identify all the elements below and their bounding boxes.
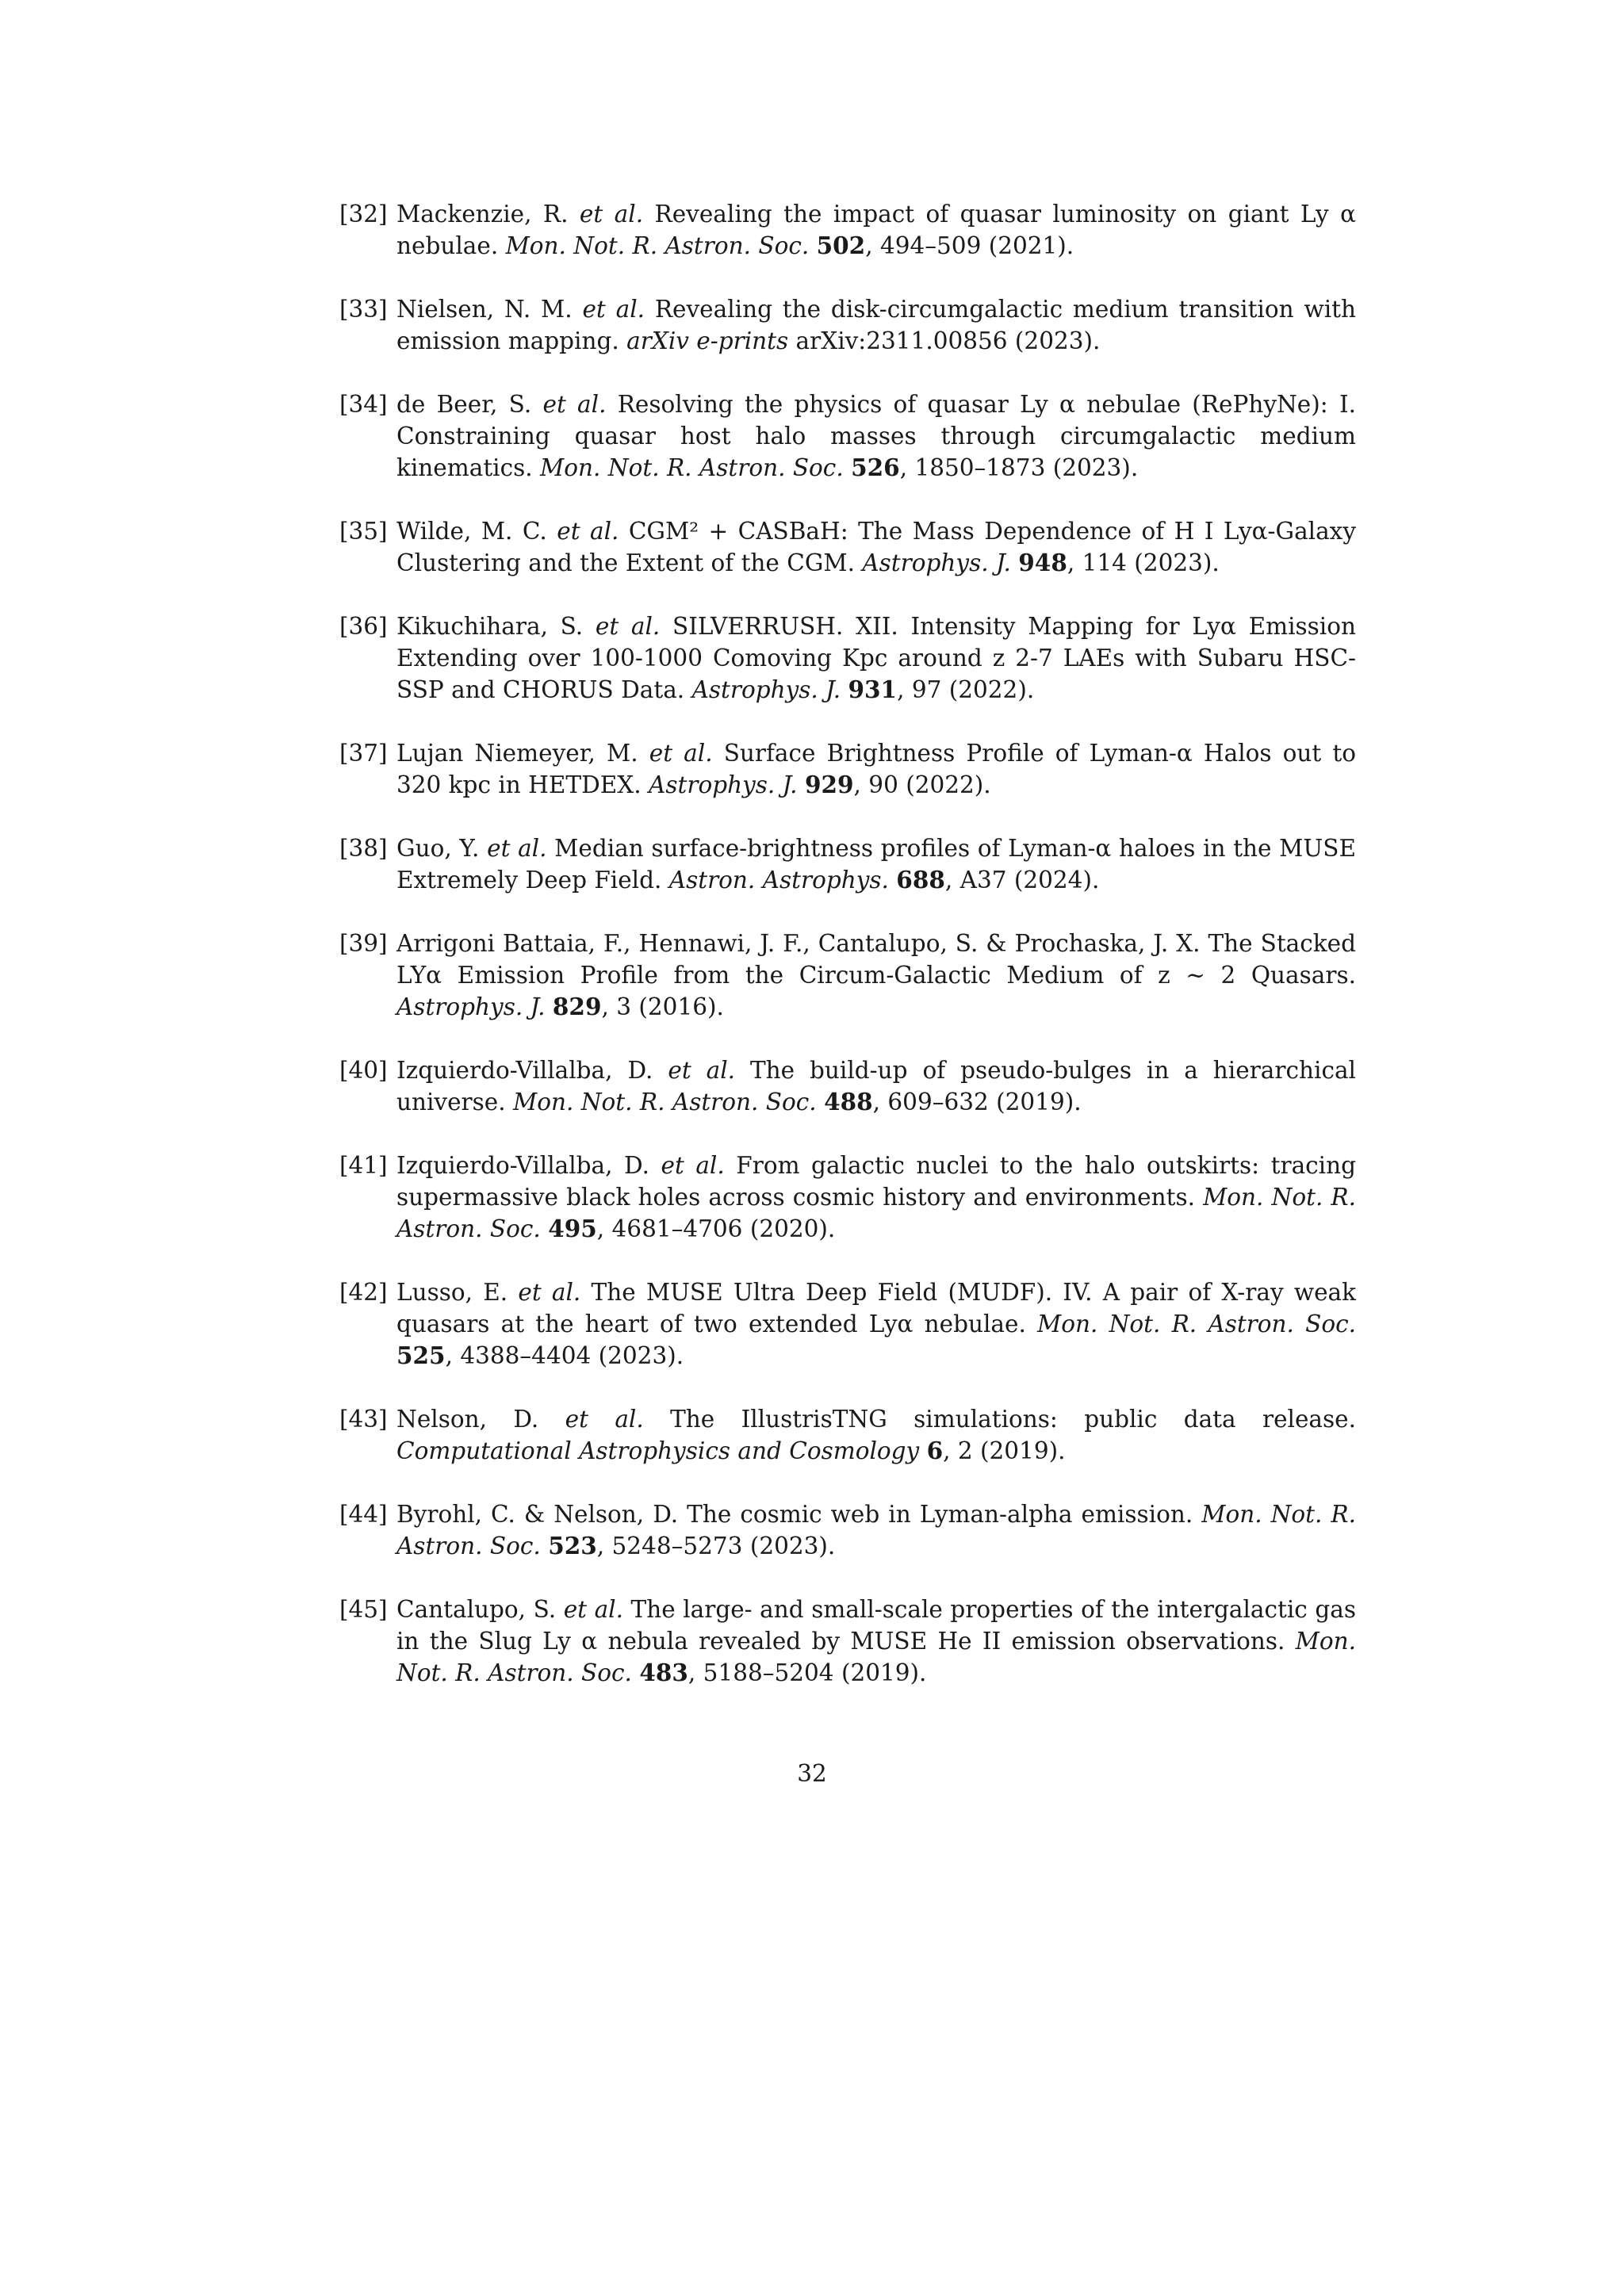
reference-number: [35]	[339, 518, 388, 545]
reference-text-segment: , 3 (2016).	[601, 993, 724, 1020]
reference-text-segment: The build-up of pseudo-bulges in a hierarchical universe.	[396, 1057, 1356, 1115]
reference-text-segment: , A37 (2024).	[944, 867, 1100, 894]
reference-text	[396, 1596, 1356, 1686]
reference-item	[339, 928, 1356, 1023]
reference-number: [38]	[339, 835, 388, 862]
reference-text-segment: de Beer, S.	[396, 391, 543, 418]
reference-text-segment: arXiv:2311.00856 (2023).	[788, 327, 1101, 354]
reference-text-segment: Revealing the impact of quasar luminosity on giant Ly α nebulae.	[396, 201, 1356, 259]
reference-text-segment	[798, 771, 805, 798]
reference-item	[339, 737, 1356, 801]
reference-item	[339, 1403, 1356, 1467]
reference-text-segment: The IllustrisTNG simulations: public data release.	[643, 1406, 1356, 1433]
reference-italic-segment: et al.	[565, 1406, 644, 1433]
reference-italic-segment: et al.	[487, 835, 547, 862]
reference-volume: 502	[816, 232, 866, 259]
reference-text-segment: Izquierdo-Villalba, D.	[396, 1057, 668, 1084]
reference-text-segment	[844, 454, 851, 481]
reference-text-segment: Wilde, M. C.	[396, 518, 557, 545]
reference-text-segment: Cantalupo, S.	[396, 1596, 564, 1623]
reference-italic-segment: Astrophys. J.	[691, 676, 841, 703]
reference-text-segment	[541, 1215, 548, 1242]
reference-text-segment: , 1850–1873 (2023).	[899, 454, 1139, 481]
reference-text	[396, 1057, 1356, 1115]
reference-text-segment: Resolving the physics of quasar Ly α nebulae (RePhyNe): I. Constraining quasar host halo masses through circumgalactic medium kinematics.	[396, 391, 1356, 481]
reference-text	[396, 613, 1356, 703]
reference-italic-segment: et al.	[579, 201, 644, 228]
reference-volume: 525	[396, 1341, 446, 1369]
reference-text-segment: , 5248–5273 (2023).	[596, 1533, 836, 1559]
reference-item	[339, 610, 1356, 706]
reference-text-segment: Surface Brightness Profile of Lyman-α Halos out to 320 kpc in HETDEX.	[396, 740, 1356, 798]
reference-italic-segment: et al.	[557, 518, 619, 545]
reference-italic-segment: Computational Astrophysics and Cosmology	[396, 1437, 920, 1464]
reference-text	[396, 518, 1356, 576]
reference-text-segment	[1011, 549, 1018, 576]
reference-item	[339, 1276, 1356, 1372]
reference-number: [40]	[339, 1057, 388, 1084]
reference-text-segment: From galactic nuclei to the halo outskirts: tracing supermassive black holes across cosmic history and environments.	[396, 1152, 1356, 1211]
reference-text-segment: Byrohl, C. & Nelson, D. The cosmic web in Lyman-alpha emission.	[396, 1501, 1202, 1528]
reference-number: [45]	[339, 1596, 388, 1623]
reference-number: [39]	[339, 930, 388, 957]
reference-number: [36]	[339, 613, 388, 640]
reference-number: [43]	[339, 1406, 388, 1433]
reference-text-segment: Lujan Niemeyer, M.	[396, 740, 649, 767]
reference-item	[339, 515, 1356, 579]
reference-italic-segment: et al.	[563, 1596, 623, 1623]
reference-text-segment: Mackenzie, R.	[396, 201, 580, 228]
reference-text	[396, 1152, 1356, 1242]
reference-italic-segment: Astrophys. J.	[649, 771, 798, 798]
reference-italic-segment: Mon. Not. R. Astron. Soc.	[513, 1089, 817, 1115]
reference-text	[396, 1406, 1356, 1464]
reference-item	[339, 1594, 1356, 1689]
reference-item	[339, 293, 1356, 357]
reference-italic-segment: et al.	[595, 613, 661, 640]
reference-italic-segment: Astron. Astrophys.	[668, 867, 889, 894]
reference-text-segment	[541, 1533, 548, 1559]
reference-italic-segment: Mon. Not. R. Astron. Soc.	[505, 232, 810, 259]
reference-text-segment: The large- and small-scale properties of the intergalactic gas in the Slug Ly α nebula revealed by MUSE He II emission observations.	[396, 1596, 1356, 1655]
reference-volume: 495	[548, 1215, 597, 1242]
reference-italic-segment: et al.	[661, 1152, 725, 1179]
reference-text-segment: , 4681–4706 (2020).	[596, 1215, 836, 1242]
reference-text-segment: , 494–509 (2021).	[865, 232, 1074, 259]
reference-italic-segment: Mon. Not. R. Astron. Soc.	[396, 1501, 1356, 1559]
reference-text-segment	[632, 1659, 639, 1686]
reference-number: [44]	[339, 1501, 388, 1528]
reference-number: [37]	[339, 740, 388, 767]
reference-text-segment: SILVERRUSH. XII. Intensity Mapping for Lyα Emission Extending over 100-1000 Comoving Kpc around z 2-7 LAEs with Subaru HSC-SSP and CHORUS Data.	[396, 613, 1356, 703]
reference-text	[396, 740, 1356, 798]
reference-text	[396, 296, 1356, 354]
reference-number: [34]	[339, 391, 388, 418]
reference-text-segment: Median surface-brightness profiles of Lyman-α haloes in the MUSE Extremely Deep Field.	[396, 835, 1356, 894]
reference-text-segment: Revealing the disk-circumgalactic medium transition with emission mapping.	[396, 296, 1356, 354]
reference-italic-segment: Astrophys. J.	[396, 993, 546, 1020]
reference-volume: 931	[848, 675, 898, 703]
reference-text	[396, 1279, 1356, 1369]
reference-item	[339, 1054, 1356, 1118]
reference-number: [41]	[339, 1152, 388, 1179]
reference-item	[339, 832, 1356, 896]
reference-number: [42]	[339, 1279, 388, 1306]
reference-italic-segment: et al.	[542, 391, 607, 418]
reference-volume: 929	[804, 771, 854, 798]
reference-italic-segment: et al.	[649, 740, 713, 767]
reference-number: [33]	[339, 296, 388, 323]
reference-italic-segment: arXiv e-prints	[626, 327, 789, 354]
reference-text-segment: The MUSE Ultra Deep Field (MUDF). IV. A pair of X-ray weak quasars at the heart of two extended Lyα nebulae.	[396, 1279, 1357, 1337]
reference-italic-segment: Mon. Not. R. Astron. Soc.	[540, 454, 844, 481]
reference-text-segment: Nelson, D.	[396, 1406, 565, 1433]
reference-text	[396, 391, 1356, 481]
reference-text-segment	[546, 993, 553, 1020]
reference-italic-segment: Mon. Not. R. Astron. Soc.	[1037, 1311, 1356, 1337]
reference-volume: 483	[639, 1659, 688, 1686]
reference-text-segment: Izquierdo-Villalba, D.	[396, 1152, 661, 1179]
reference-volume: 6	[926, 1437, 944, 1464]
reference-italic-segment: Mon. Not. R. Astron. Soc.	[396, 1184, 1357, 1242]
reference-volume: 688	[896, 866, 945, 894]
reference-text-segment	[889, 867, 896, 894]
reference-text-segment: Lusso, E.	[396, 1279, 519, 1306]
reference-text-segment: , 5188–5204 (2019).	[688, 1659, 927, 1686]
reference-text-segment: , 97 (2022).	[897, 676, 1035, 703]
reference-item	[339, 388, 1356, 484]
reference-text-segment: Kikuchihara, S.	[396, 613, 596, 640]
reference-text-segment: , 4388–4404 (2023).	[445, 1342, 684, 1369]
reference-italic-segment: et al.	[518, 1279, 581, 1306]
reference-item	[339, 1498, 1356, 1562]
reference-text-segment	[817, 1089, 824, 1115]
reference-text	[396, 835, 1356, 894]
reference-volume: 829	[552, 993, 602, 1020]
page-number: 32	[797, 1760, 827, 1787]
reference-volume: 526	[851, 453, 900, 481]
reference-text-segment: Arrigoni Battaia, F., Hennawi, J. F., Cantalupo, S. & Prochaska, J. X. The Stacked LYα Emission Profile from the Circum-Galactic Medium of z ∼ 2 Quasars.	[396, 930, 1356, 989]
reference-italic-segment: Mon. Not. R. Astron. Soc.	[396, 1628, 1356, 1686]
reference-item	[339, 198, 1356, 262]
reference-item	[339, 1150, 1356, 1245]
reference-text	[396, 1501, 1356, 1559]
reference-italic-segment: et al.	[668, 1057, 736, 1084]
reference-number: [32]	[339, 201, 388, 228]
reference-text-segment: Guo, Y.	[396, 835, 488, 862]
reference-text-segment: Nielsen, N. M.	[396, 296, 583, 323]
reference-volume: 523	[548, 1532, 597, 1559]
reference-italic-segment: Astrophys. J.	[862, 549, 1011, 576]
reference-list	[339, 198, 1356, 1720]
reference-text	[396, 930, 1356, 1020]
reference-text-segment: , 2 (2019).	[943, 1437, 1066, 1464]
reference-text-segment: , 90 (2022).	[853, 771, 991, 798]
reference-text-segment: CGM² + CASBaH: The Mass Dependence of H I Lyα-Galaxy Clustering and the Extent of the CGM.	[396, 518, 1356, 576]
reference-text-segment	[919, 1437, 926, 1464]
reference-volume: 488	[824, 1088, 873, 1115]
reference-volume: 948	[1018, 549, 1067, 576]
reference-text-segment	[809, 232, 816, 259]
reference-italic-segment: et al.	[582, 296, 645, 323]
reference-text-segment: , 114 (2023).	[1067, 549, 1220, 576]
reference-text-segment: , 609–632 (2019).	[872, 1089, 1082, 1115]
reference-text	[396, 201, 1356, 259]
